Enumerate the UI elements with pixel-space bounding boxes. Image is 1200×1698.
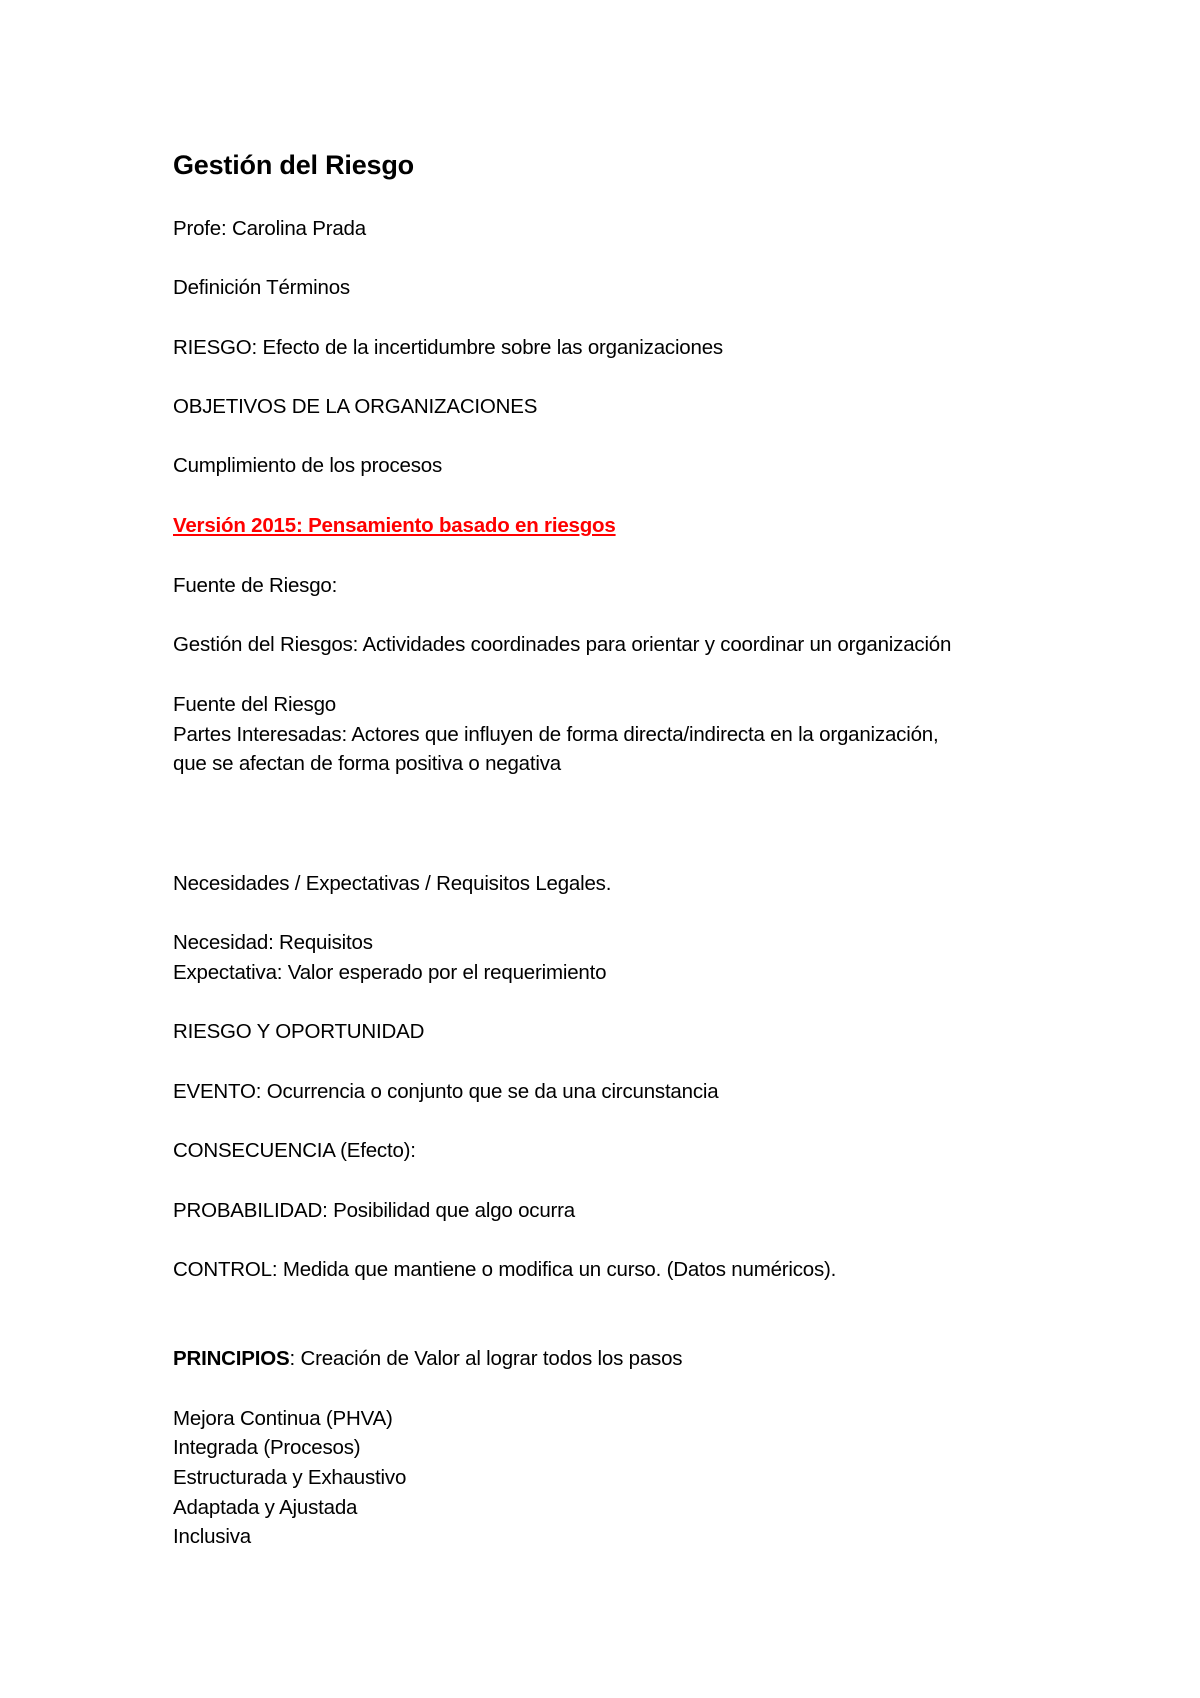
integrada-line: Integrada (Procesos) xyxy=(173,1436,361,1459)
principios-label: PRINCIPIOS xyxy=(173,1347,290,1370)
adaptada-line: Adaptada y Ajustada xyxy=(173,1496,358,1519)
cumplimiento-line: Cumplimiento de los procesos xyxy=(173,454,442,477)
principios-text: : Creación de Valor al lograr todos los pasos xyxy=(289,1347,683,1370)
partes-interesadas-cont-line: que se afectan de forma positiva o negativa xyxy=(173,752,561,775)
document-title: Gestión del Riesgo xyxy=(173,150,414,180)
evento-line: EVENTO: Ocurrencia o conjunto que se da una circunstancia xyxy=(173,1080,719,1103)
mejora-line: Mejora Continua (PHVA) xyxy=(173,1407,393,1430)
necesidad-line: Necesidad: Requisitos xyxy=(173,931,373,954)
gestion-line: Gestión del Riesgos: Actividades coordinades para orientar y coordinar un organización xyxy=(173,633,952,656)
expectativa-line: Expectativa: Valor esperado por el requerimiento xyxy=(173,961,607,984)
riesgo-line: RIESGO: Efecto de la incertidumbre sobre las organizaciones xyxy=(173,336,723,359)
control-line: CONTROL: Medida que mantiene o modifica un curso. (Datos numéricos). xyxy=(173,1258,837,1281)
profe-line: Profe: Carolina Prada xyxy=(173,217,366,240)
fuente-riesgo-line: Fuente de Riesgo: xyxy=(173,574,338,597)
principios-line xyxy=(173,1345,682,1373)
definicion-line: Definición Términos xyxy=(173,276,350,299)
probabilidad-line: PROBABILIDAD: Posibilidad que algo ocurra xyxy=(173,1199,576,1222)
inclusiva-line: Inclusiva xyxy=(173,1525,251,1548)
version-heading: Versión 2015: Pensamiento basado en riesgos xyxy=(173,514,616,537)
riesgo-oportunidad-line: RIESGO Y OPORTUNIDAD xyxy=(173,1020,425,1043)
objetivos-line: OBJETIVOS DE LA ORGANIZACIONES xyxy=(173,395,538,418)
consecuencia-line: CONSECUENCIA (Efecto): xyxy=(173,1139,416,1162)
fuente-del-riesgo-line: Fuente del Riesgo xyxy=(173,693,336,716)
estructurada-line: Estructurada y Exhaustivo xyxy=(173,1466,407,1489)
partes-interesadas-line: Partes Interesadas: Actores que influyen de forma directa/indirecta en la organización, xyxy=(173,723,939,746)
necesidades-line: Necesidades / Expectativas / Requisitos Legales. xyxy=(173,872,612,895)
